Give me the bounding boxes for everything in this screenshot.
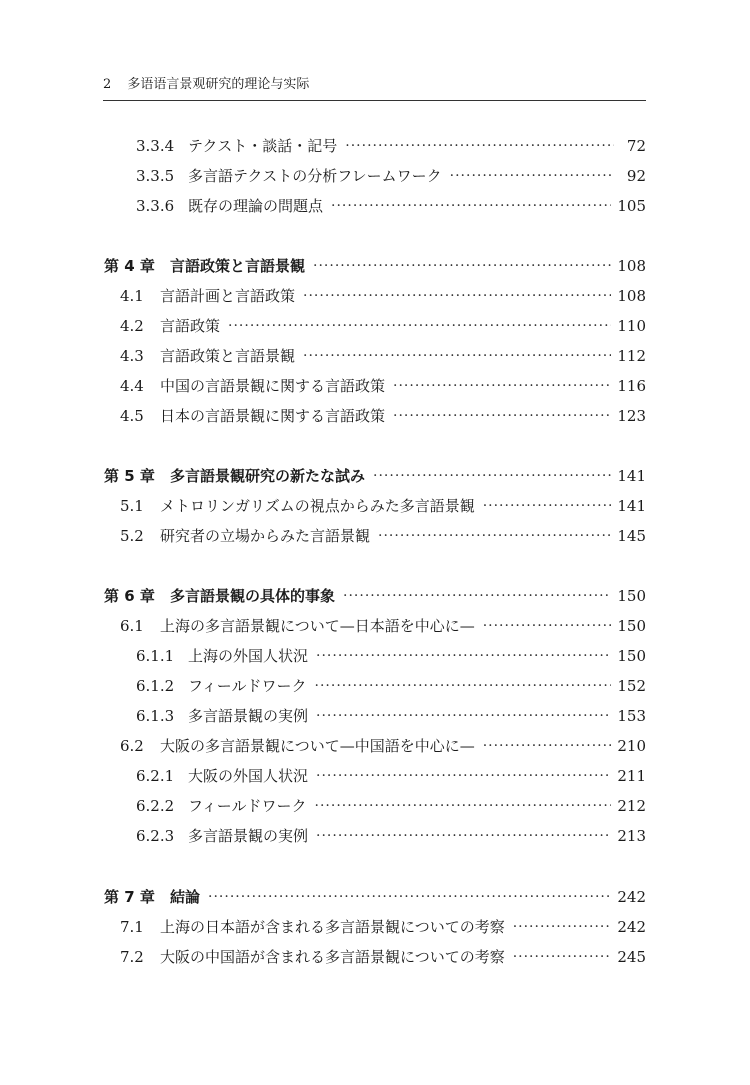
toc-entry[interactable]: [120, 735, 646, 757]
toc-chapter-entry[interactable]: [104, 465, 646, 487]
toc-entry-page: 210: [617, 737, 646, 755]
toc-entry[interactable]: [136, 705, 646, 727]
dot-leader: [313, 255, 611, 277]
toc-entry-number: 6.1.1: [136, 647, 175, 665]
toc-entry-title: 多言語テクストの分析フレームワーク: [188, 167, 442, 185]
toc-entry-page: 150: [617, 617, 646, 635]
toc-entry-number: 7.1: [120, 918, 144, 936]
toc-entry[interactable]: [136, 795, 646, 817]
toc-entry-number: 6.1: [120, 617, 144, 635]
toc-entry-number: 4.4: [120, 377, 144, 395]
dot-leader: [393, 405, 611, 427]
toc-entry-number: 3.3.4: [136, 137, 175, 155]
toc-entry-page: 92: [626, 167, 646, 185]
toc-chapter-entry[interactable]: [104, 886, 646, 908]
dot-leader: [331, 195, 611, 217]
toc-entry-page: 242: [617, 918, 646, 936]
toc-chapter-entry[interactable]: [104, 585, 646, 607]
toc-entry-title: 多言語景観の具体的事象: [170, 587, 336, 605]
toc-entry-page: 245: [617, 948, 646, 966]
toc-entry-number: 6.2: [120, 737, 144, 755]
toc-entry-number: 5.1: [120, 497, 144, 515]
toc-entry-title: 上海の日本語が含まれる多言語景観についての考察: [160, 918, 505, 936]
toc-entry-title: フィールドワーク: [188, 797, 307, 815]
toc-entry-page: 213: [617, 827, 646, 845]
dot-leader: [373, 465, 611, 487]
toc-entry-title: 上海の外国人状況: [188, 647, 309, 665]
toc-entry[interactable]: [120, 405, 646, 427]
toc-chapter-entry[interactable]: [104, 255, 646, 277]
header-book-title: 多语语言景观研究的理论与实际: [127, 77, 310, 92]
toc-entry-page: 242: [617, 888, 646, 906]
toc-entry-page: 108: [617, 287, 646, 305]
toc-entry[interactable]: [136, 195, 646, 217]
toc-entry-number: 4.1: [120, 287, 144, 305]
toc-entry-number: 3.3.5: [136, 167, 175, 185]
toc-entry-number: 6.1.3: [136, 707, 175, 725]
toc-entry[interactable]: [136, 135, 646, 157]
toc-entry-number: 6.2.3: [136, 827, 175, 845]
dot-leader: [378, 525, 611, 547]
toc-entry-page: 150: [617, 647, 646, 665]
dot-leader: [483, 615, 612, 637]
toc-entry-number: 4.3: [120, 347, 144, 365]
dot-leader: [316, 825, 611, 847]
toc-entry-number: 6.2.2: [136, 797, 175, 815]
toc-entry-number: 4.2: [120, 317, 144, 335]
dot-leader: [303, 285, 611, 307]
toc-entry-page: 105: [617, 197, 646, 215]
toc-entry-page: 116: [617, 377, 646, 395]
dot-leader: [513, 946, 612, 968]
toc-entry-title: 既存の理論の問題点: [188, 197, 324, 215]
dot-leader: [208, 886, 611, 908]
toc-entry-title: 大阪の中国語が含まれる多言語景観についての考察: [160, 948, 505, 966]
toc-entry-title: 多言語景観研究の新たな試み: [170, 467, 366, 485]
dot-leader: [316, 645, 611, 667]
toc-entry-number: 6.1.2: [136, 677, 175, 695]
toc-entry-title: 中国の言語景観に関する言語政策: [160, 377, 386, 395]
dot-leader: [315, 795, 612, 817]
dot-leader: [393, 375, 611, 397]
dot-leader: [513, 916, 612, 938]
dot-leader: [316, 765, 611, 787]
toc-entry-page: 152: [617, 677, 646, 695]
toc-entry-page: 141: [617, 467, 646, 485]
toc-entry-number: 7.2: [120, 948, 144, 966]
toc-entry-title: 多言語景観の実例: [188, 827, 309, 845]
toc-entry-number: 5.2: [120, 527, 144, 545]
toc-entry[interactable]: [120, 375, 646, 397]
toc-entry-title: 言語政策: [160, 317, 221, 335]
dot-leader: [315, 675, 612, 697]
toc-entry-number: 3.3.6: [136, 197, 175, 215]
toc-entry[interactable]: [136, 825, 646, 847]
toc-entry-title: 結論: [170, 888, 201, 906]
toc-entry-number: 4.5: [120, 407, 144, 425]
toc-entry-page: 145: [617, 527, 646, 545]
toc-entry-page: 110: [617, 317, 646, 335]
dot-leader: [483, 495, 612, 517]
dot-leader: [483, 735, 612, 757]
toc-entry-page: 108: [617, 257, 646, 275]
toc-entry-page: 123: [617, 407, 646, 425]
dot-leader: [343, 585, 611, 607]
toc-entry-title: 大阪の外国人状況: [188, 767, 309, 785]
toc-entry[interactable]: [120, 525, 646, 547]
toc-entry-title: 言語計画と言語政策: [160, 287, 296, 305]
toc-entry-title: 言語政策と言語景観: [160, 347, 296, 365]
toc-entry-number: 第 4 章: [104, 257, 155, 275]
toc-entry[interactable]: [136, 165, 646, 187]
toc-entry-page: 212: [617, 797, 646, 815]
toc-entry[interactable]: [120, 345, 646, 367]
toc-entry-title: メトロリンガリズムの視点からみた多言語景観: [160, 497, 475, 515]
toc-entry-title: フィールドワーク: [188, 677, 307, 695]
dot-leader: [303, 345, 611, 367]
toc-entry[interactable]: [120, 495, 646, 517]
toc-entry[interactable]: [136, 675, 646, 697]
dot-leader: [228, 315, 611, 337]
toc-entry-number: 6.2.1: [136, 767, 175, 785]
toc-entry-page: 150: [617, 587, 646, 605]
running-header: [103, 74, 646, 101]
toc-entry-number: 第 7 章: [104, 888, 155, 906]
dot-leader: [450, 165, 614, 187]
toc-entry[interactable]: [120, 916, 646, 938]
toc-entry-title: 言語政策と言語景観: [170, 257, 306, 275]
toc-entry-title: 研究者の立場からみた言語景観: [160, 527, 371, 545]
toc-entry-page: 72: [626, 137, 646, 155]
toc-entry-page: 112: [617, 347, 646, 365]
toc-entry-number: 第 5 章: [104, 467, 155, 485]
toc-entry[interactable]: [120, 285, 646, 307]
toc-entry-title: テクスト・談話・記号: [188, 137, 338, 155]
header-page-number: 2: [103, 77, 112, 92]
toc-entry-title: 日本の言語景観に関する言語政策: [160, 407, 386, 425]
toc-entry[interactable]: [120, 315, 646, 337]
toc-entry[interactable]: [136, 765, 646, 787]
toc-entry-page: 141: [617, 497, 646, 515]
toc-entry-page: 211: [617, 767, 646, 785]
toc-entry-page: 153: [617, 707, 646, 725]
toc-entry-title: 多言語景観の実例: [188, 707, 309, 725]
toc-entry-title: 上海の多言語景観について—日本語を中心に—: [160, 617, 475, 635]
toc-entry-title: 大阪の多言語景観について—中国語を中心に—: [160, 737, 475, 755]
toc-entry-number: 第 6 章: [104, 587, 155, 605]
toc-entry[interactable]: [120, 615, 646, 637]
toc-entry[interactable]: [120, 946, 646, 968]
dot-leader: [345, 135, 614, 157]
dot-leader: [316, 705, 611, 727]
toc-entry[interactable]: [136, 645, 646, 667]
